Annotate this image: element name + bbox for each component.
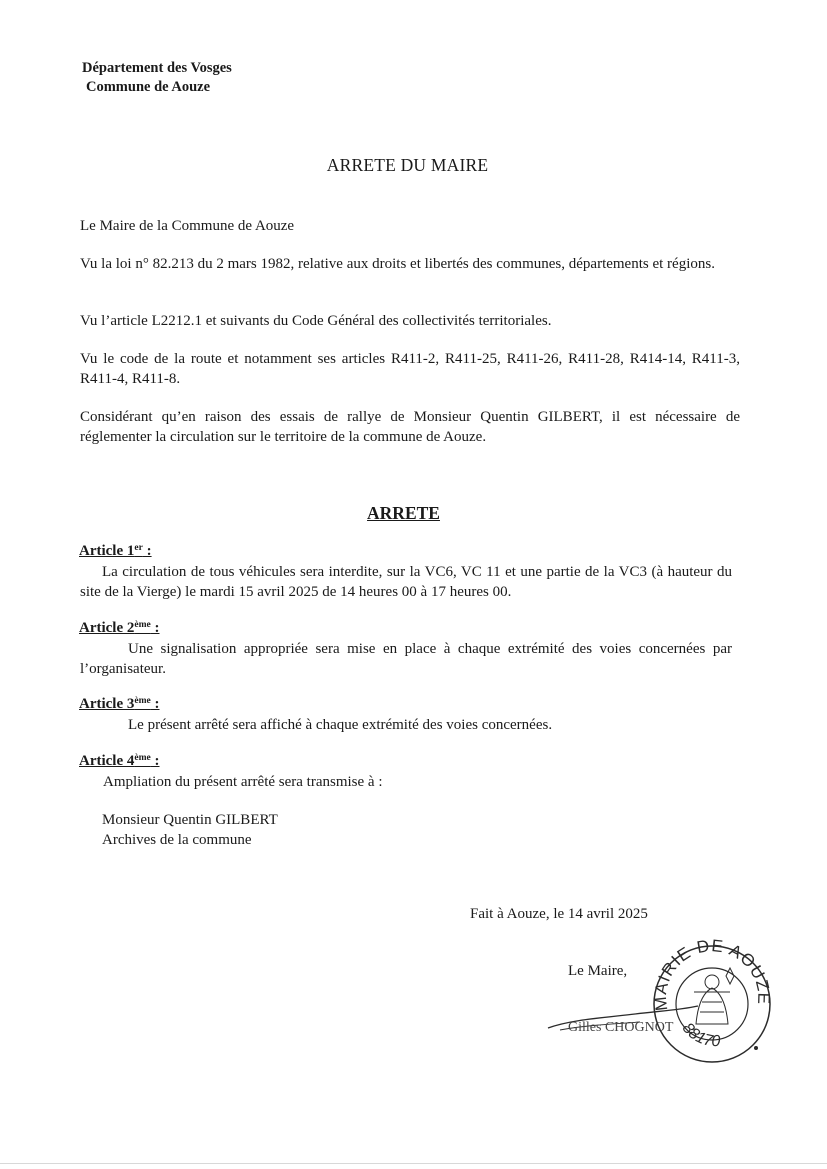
commune-name: Commune de Aouze [86,79,211,95]
document-header [82,59,232,97]
considerant-paragraph: Considérant qu’en raison des essais de rallye de Monsieur Quentin GILBERT, il est nécessaire de réglementer la circulation sur le territoire de la commune de Aouze. [80,409,740,445]
article-4-heading: Article 4ème : [79,753,160,769]
recipient-2: Archives de la commune [102,832,252,848]
mairie-stamp [646,932,778,1064]
vu-article-paragraph: Vu l’article L2212.1 et suivants du Code Général des collectivités territoriales. [80,313,552,329]
page-bottom-edge [0,1163,827,1164]
recipient-1: Monsieur Quentin GILBERT [102,812,278,828]
vu-loi-paragraph: Vu la loi n° 82.213 du 2 mars 1982, relative aux droits et libertés des communes, départements et régions. [80,256,715,272]
article-3-heading: Article 3ème : [79,696,160,712]
maire-line: Le Maire de la Commune de Aouze [80,218,295,234]
signatory-title: Le Maire, [568,963,628,979]
document-title: ARRETE DU MAIRE [326,155,489,175]
article-1-heading: Article 1er : [79,543,152,559]
vu-code-route-paragraph: Vu le code de la route et notamment ses articles R411-2, R411-25, R411-26, R411-28, R414-14, R411-3, R411-4, R411-8. [80,351,740,387]
svg-text:88170: 88170 [678,1019,721,1051]
article-3-text: Le présent arrêté sera affiché à chaque extrémité des voies concernées. [128,717,553,733]
signatory-name: Gilles CHOGNOT [568,1020,674,1035]
arrete-heading: ARRETE [367,503,440,523]
place-and-date: Fait à Aouze, le 14 avril 2025 [470,906,648,922]
article-2-text: Une signalisation appropriée sera mise en place à chaque extrémité des voies concernées par l’organisateur. [80,641,732,677]
svg-text:MAIRIE DE AOUZE: MAIRIE DE AOUZE [650,936,774,1012]
article-1-text: La circulation de tous véhicules sera interdite, sur la VC6, VC 11 et une partie de la VC3 (à hauteur du site de la Vierge) le mardi 15 avril 2025 de 14 heures 00 à 17 heures 00. [80,564,732,600]
article-4-text: Ampliation du présent arrêté sera transmise à : [103,774,383,790]
department-name: Département des Vosges [82,60,232,76]
article-2-heading: Article 2ème : [79,620,160,636]
